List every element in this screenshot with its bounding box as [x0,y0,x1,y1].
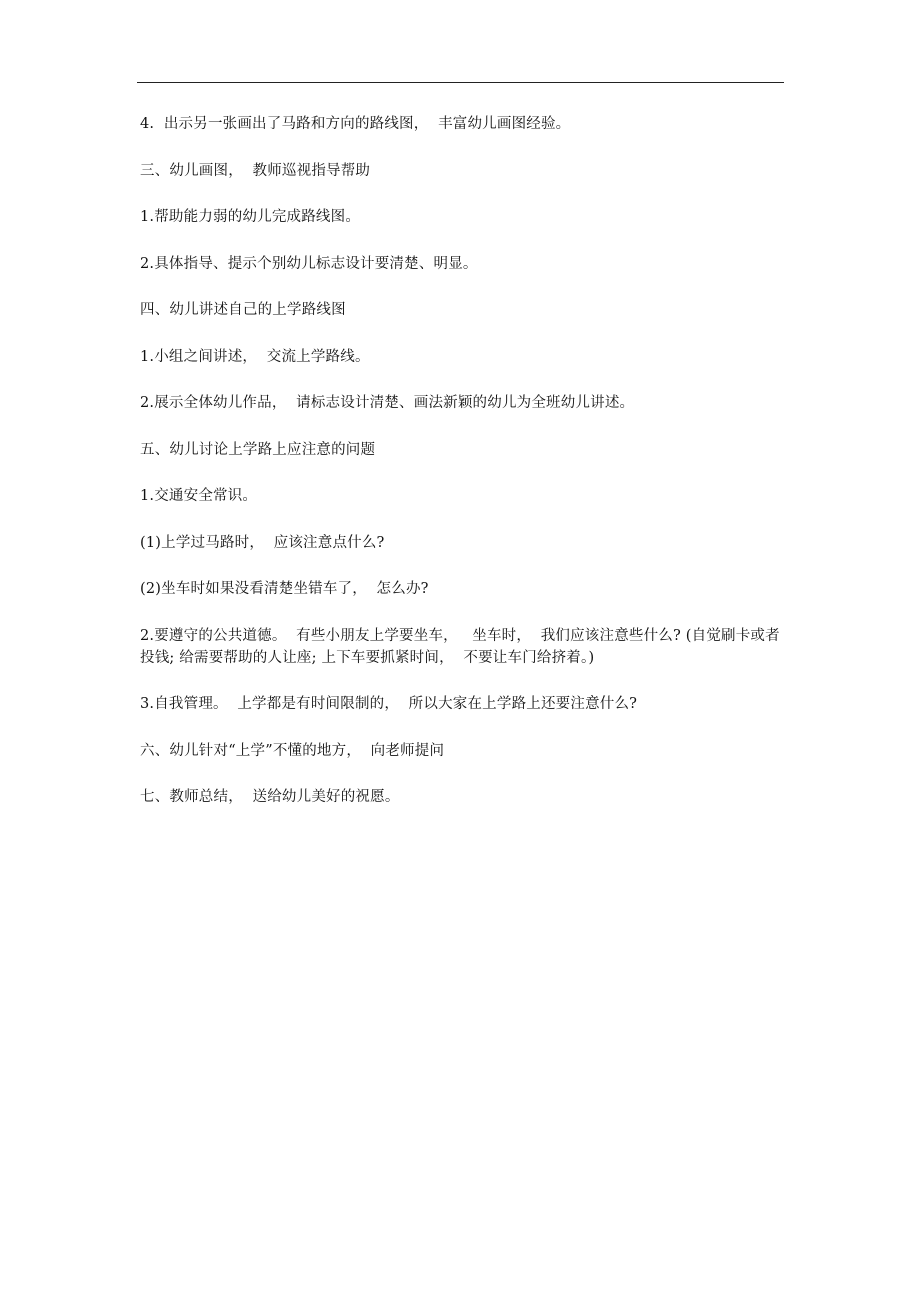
section-heading: 七、教师总结， 送给幼儿美好的祝愿。 [140,789,400,805]
document-body [140,113,788,808]
header-divider [137,82,784,83]
section-heading: 四、幼儿讲述自己的上学路线图 [140,302,346,318]
section-heading: 三、幼儿画图， 教师巡视指导帮助 [140,162,371,179]
paragraph: 2.要遵守的公共道德。 有些小朋友上学要坐车， 坐车时， 我们应该注意些什么? (自觉刷卡或者投钱; 给需要帮助的人让座; 上下车要抓紧时间， 不要让车门给挤着。) [140,627,780,666]
paragraph: 1.交通安全常识。 [140,488,258,504]
paragraph: 1.帮助能力弱的幼儿完成路线图。 [140,209,361,225]
section-heading: 五、幼儿讨论上学路上应注意的问题 [140,441,376,458]
paragraph: 2.具体指导、提示个别幼儿标志设计要清楚、明显。 [140,255,478,272]
section-heading: 六、幼儿针对“上学”不懂的地方， 向老师提问 [140,742,445,759]
paragraph: (1)上学过马路时， 应该注意点什么? [140,534,385,551]
paragraph: (2)坐车时如果没看清楚坐错车了， 怎么办? [140,581,429,597]
paragraph: 3.自我管理。 上学都是有时间限制的， 所以大家在上学路上还要注意什么? [140,696,638,712]
paragraph: 1.小组之间讲述， 交流上学路线。 [140,348,370,365]
paragraph: 2.展示全体幼儿作品， 请标志设计清楚、画法新颖的幼儿为全班幼儿讲述。 [140,395,635,411]
paragraph: 4. 出示另一张画出了马路和方向的路线图， 丰富幼儿画图经验。 [140,116,571,132]
